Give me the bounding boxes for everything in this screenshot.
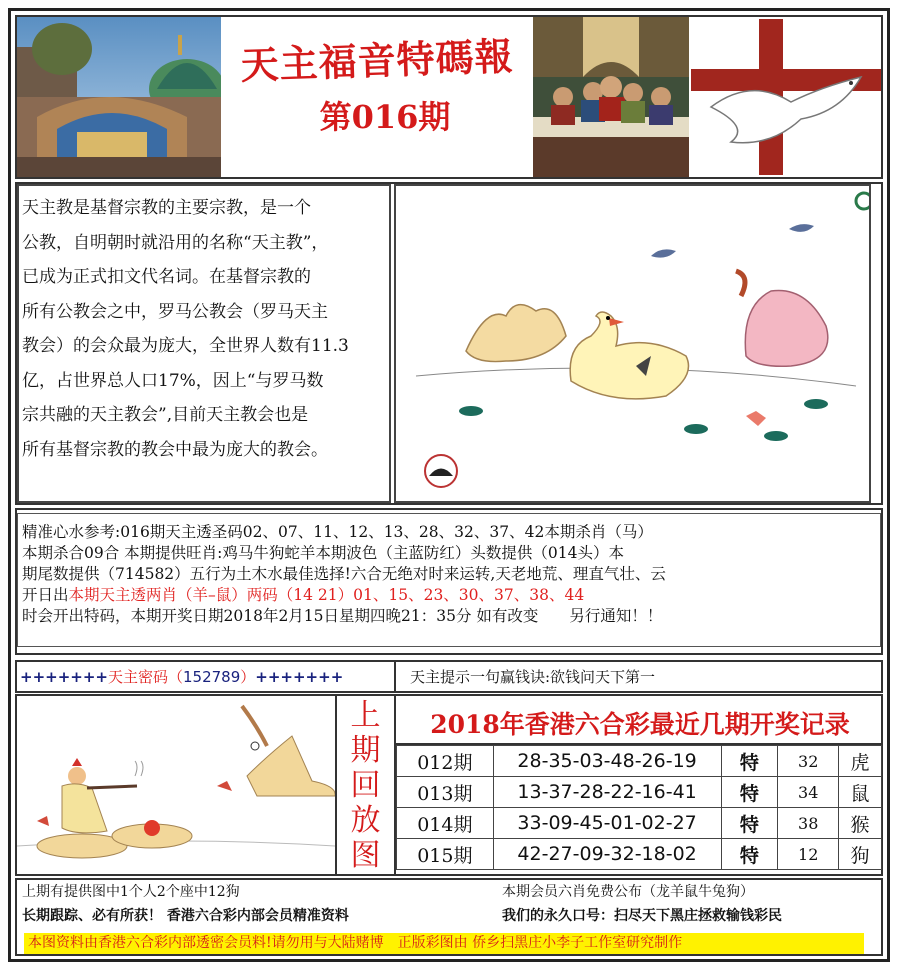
vertical-char: 期	[350, 733, 381, 768]
notice-banner: 本图资料由香港六合彩内部透密会员料!请勿用与大陆赌博 正版彩图由 侨乡扫黑庄小李子工作室研究制作	[24, 933, 864, 954]
info-text	[22, 522, 880, 627]
zodiac-cell: 鼠	[839, 777, 882, 808]
last-supper-image	[533, 17, 689, 177]
info-highlight: 本期天主透两肖（羊–鼠）两码（14 21）01、15、23、30、37、38、44	[68, 586, 585, 604]
special-label: 特	[721, 746, 778, 777]
footer-right-2: 我们的永久口号：扫尽天下黑庄拯救输钱彩民	[502, 908, 782, 924]
plus-left: +++++++	[20, 668, 108, 686]
issue-cell: 013期	[397, 777, 494, 808]
intro-line: 天主教是基督宗教的主要宗教，是一个	[22, 198, 311, 218]
numbers-cell: 33-09-45-01-02-27	[493, 808, 721, 839]
secret-code-line	[20, 666, 343, 687]
info-line-4	[22, 585, 880, 606]
info-line-1: 精准心水参考:016期天主透圣码02、07、11、12、13、28、32、37、42本期杀肖（马）	[22, 523, 653, 541]
cross-dove-image	[691, 17, 881, 177]
special-label: 特	[721, 839, 778, 870]
info-line-3: 期尾数提供（714582）五行为土木水最佳选择!六合无绝对时来运转,天老地荒、理直气壮、云	[22, 565, 666, 583]
numbers-cell: 28-35-03-48-26-19	[493, 746, 721, 777]
footer-line-1	[22, 880, 880, 904]
intro-text	[22, 191, 390, 467]
numbers-cell: 42-27-09-32-18-02	[493, 839, 721, 870]
history-table	[396, 745, 882, 870]
fisherman-image	[17, 696, 335, 874]
numbers-cell: 13-37-28-22-16-41	[493, 777, 721, 808]
special-label: 特	[721, 808, 778, 839]
intro-line: 所有公教会之中，罗马公教会（罗马天主	[22, 301, 328, 322]
info-line-2: 本期杀合09合 本期提供旺肖:鸡马牛狗蛇羊本期波色（主蓝防红）头数提供（014头）本	[22, 544, 624, 562]
info-line-5: 时会开出特码，本期开奖日期2018年2月15日星期四晚21：35分 如有改变 另行通知！！	[22, 607, 663, 625]
issue-cell: 012期	[397, 746, 494, 777]
info-line-4-prefix: 开日出	[22, 586, 69, 604]
history-vertical-label	[337, 698, 394, 873]
plus-right: +++++++	[255, 668, 344, 686]
vertical-char: 回	[350, 768, 381, 803]
special-cell: 38	[778, 808, 839, 839]
table-row	[397, 808, 882, 839]
secret-code: 152789	[183, 668, 241, 686]
special-label: 特	[721, 777, 778, 808]
issue-cell: 014期	[397, 808, 494, 839]
intro-line: 宗共融的天主教会”,目前天主教会也是	[22, 405, 309, 425]
intro-line: 公教，自明朝时就沿用的名称“天主教”，	[22, 232, 329, 253]
secret-close: ）	[240, 668, 256, 686]
footer-line-2	[22, 904, 880, 928]
paper-title: 天主福音特碼報	[239, 33, 515, 88]
table-row	[397, 839, 882, 870]
history-heading: 2018年香港六合彩最近几期开奖记录	[430, 710, 850, 739]
issue-number: 第016期	[319, 98, 451, 136]
vertical-char: 放	[350, 803, 381, 838]
table-row	[397, 746, 882, 777]
footer-left-1: 上期有提供图中1个人2个座中12狗	[22, 884, 240, 900]
footer-left-2: 长期跟踪、必有所获！ 香港六合彩内部会员精准资料	[22, 908, 349, 924]
vertical-char: 图	[350, 838, 381, 873]
table-row	[397, 777, 882, 808]
intro-line: 教会）的会众最为庞大，全世界人数有11.3	[22, 336, 349, 356]
intro-line: 所有基督宗教的教会中最为庞大的教会。	[22, 439, 328, 460]
secret-label: 天主密码（	[107, 668, 183, 686]
zodiac-cell: 猴	[839, 808, 882, 839]
vertical-char: 上	[350, 698, 381, 733]
footer-right-1: 本期会员六肖免费公布（龙羊鼠牛兔狗）	[502, 884, 754, 900]
goose-image	[396, 186, 869, 501]
zodiac-cell: 狗	[839, 839, 882, 870]
issue-cell: 015期	[397, 839, 494, 870]
zodiac-cell: 虎	[839, 746, 882, 777]
special-cell: 12	[778, 839, 839, 870]
special-cell: 32	[778, 746, 839, 777]
cathedral-image	[17, 17, 221, 177]
intro-line: 已成为正式扣文代名词。在基督宗教的	[22, 267, 311, 287]
intro-line: 亿，占世界总人口17%，因上“与罗马数	[22, 370, 324, 391]
footer-text	[22, 880, 880, 928]
tip-text: 天主提示一句赢钱诀:欲钱问天下第一	[410, 668, 656, 686]
special-cell: 34	[778, 777, 839, 808]
secret-divider	[394, 660, 396, 693]
